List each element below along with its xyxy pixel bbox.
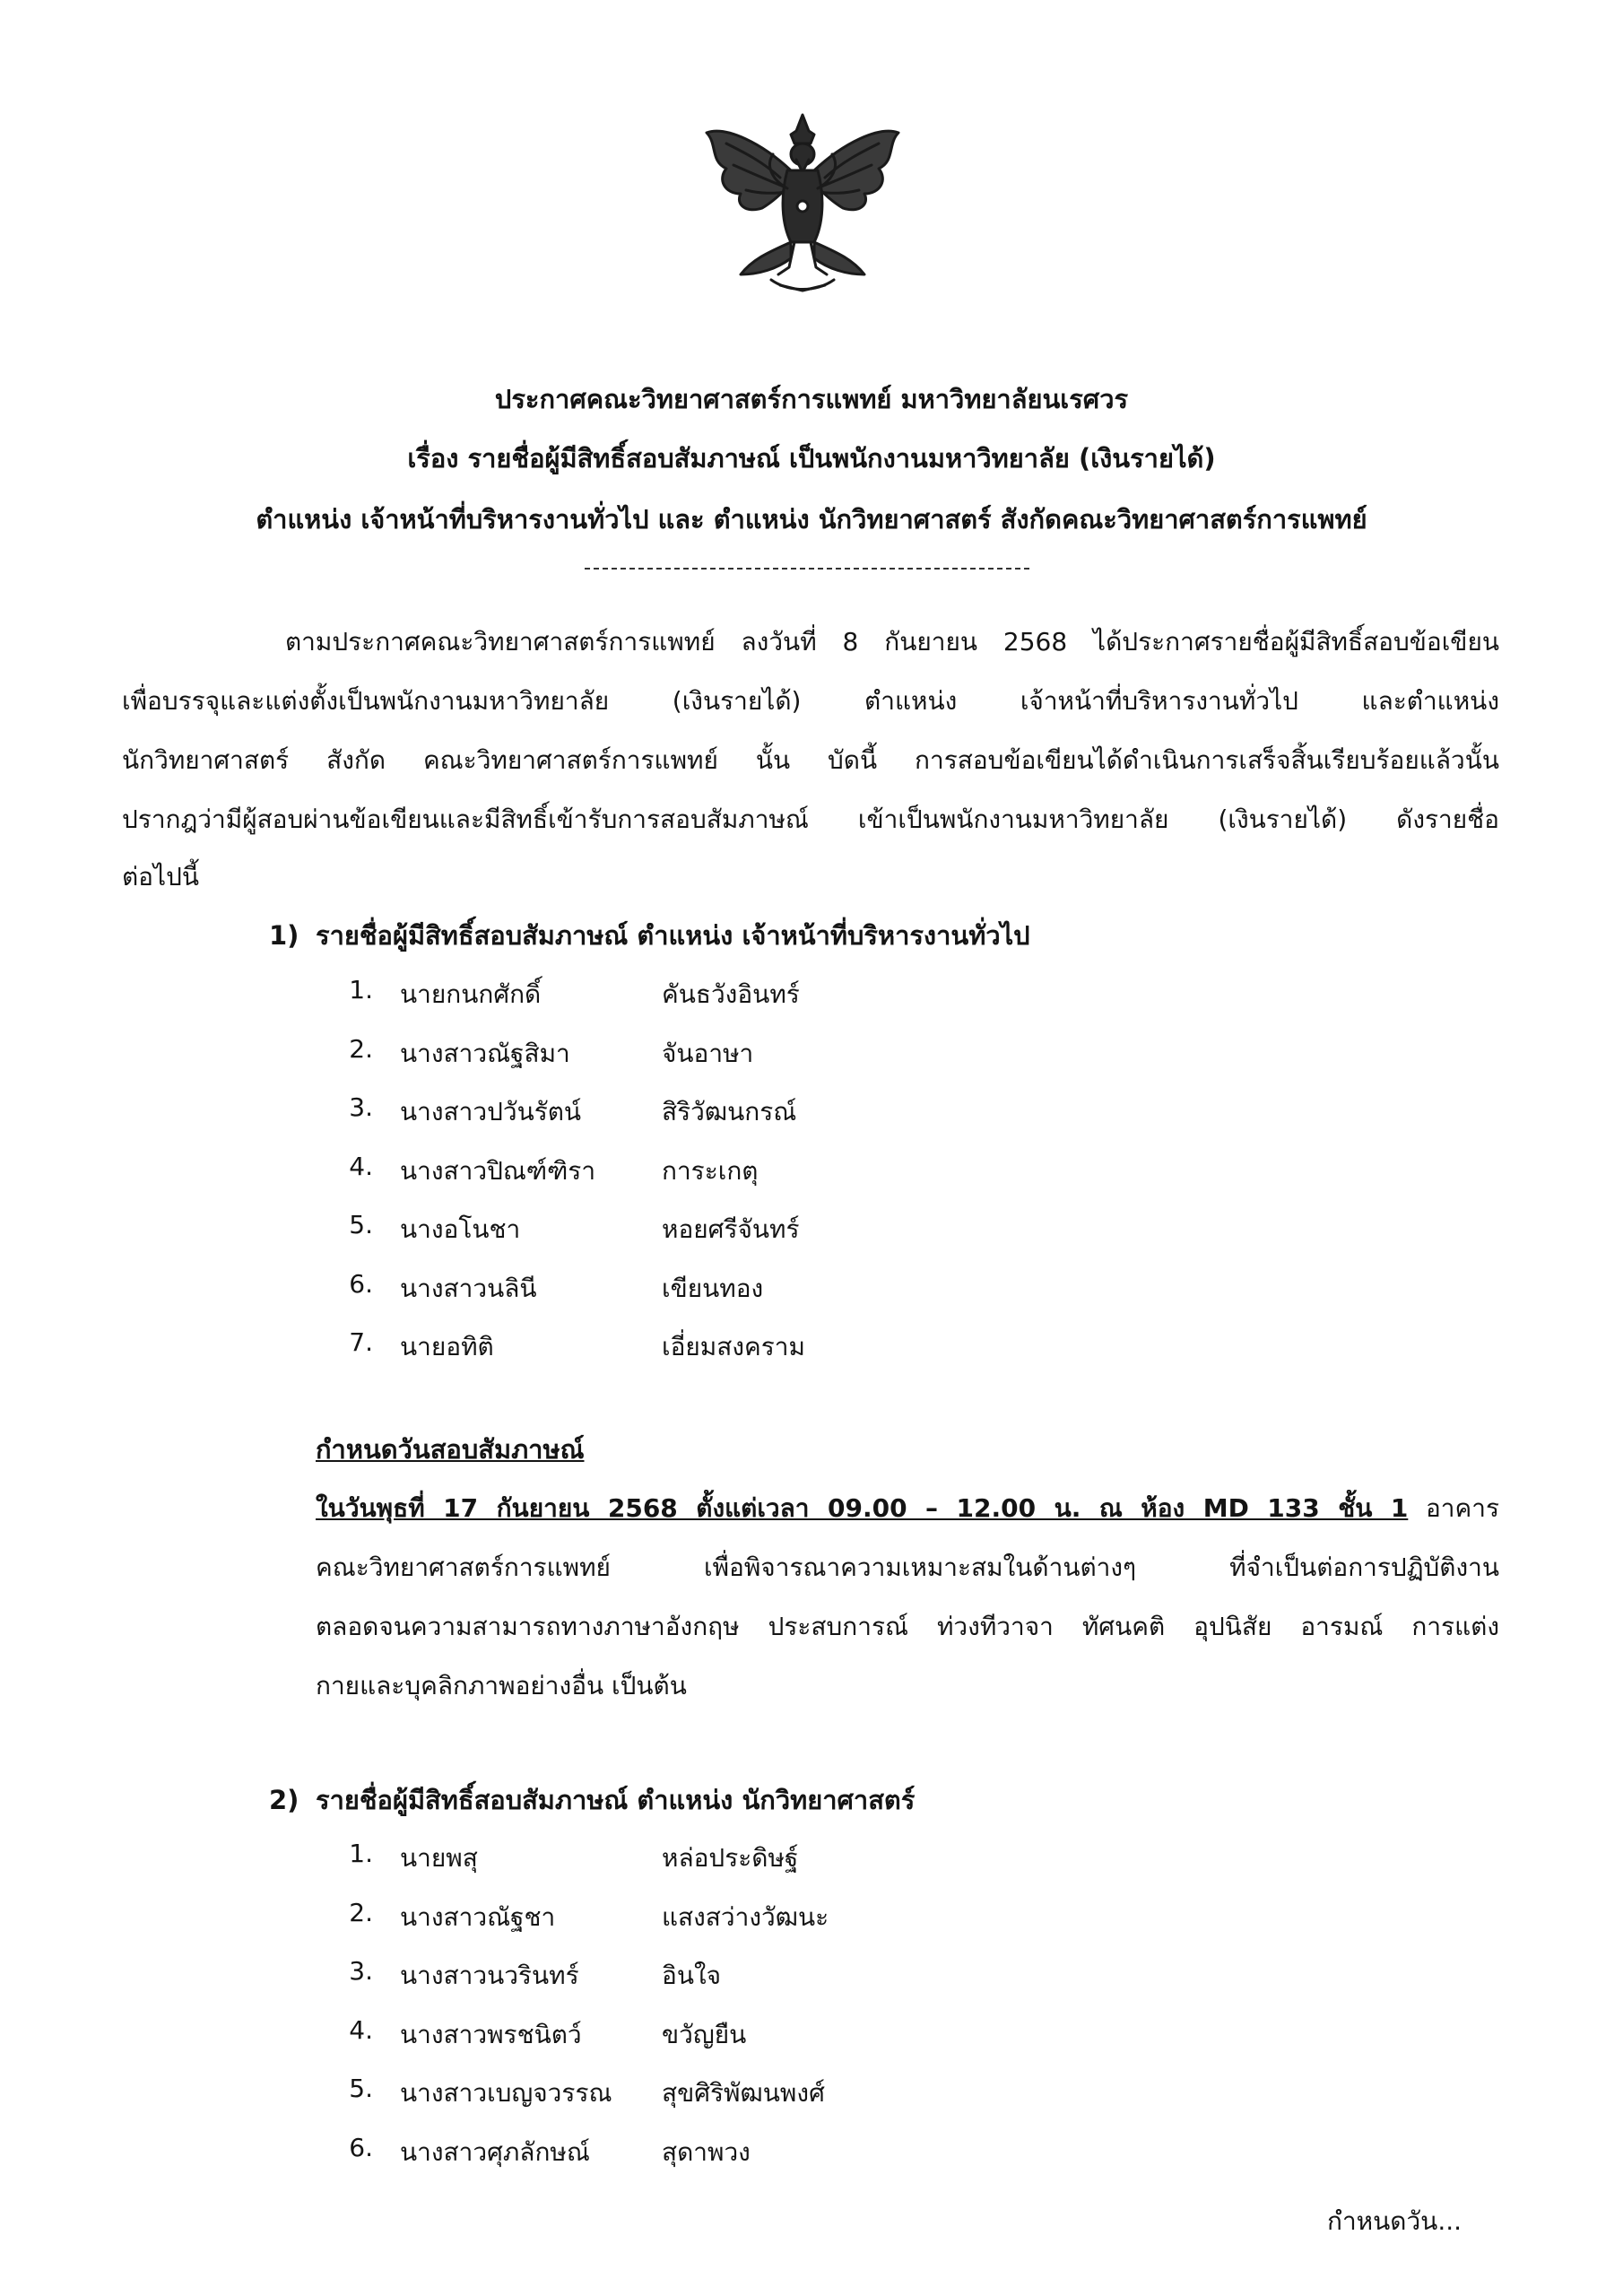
candidate-surname: สุดาพวง xyxy=(662,2136,751,2167)
garuda-emblem-icon xyxy=(690,108,915,296)
schedule-date-time: ในวันพุธที่ 17 กันยายน 2568 ตั้งแต่เวลา 09.00 – 12.00 น. ณ ห้อง MD 133 ชั้น 1 xyxy=(316,1493,1409,1523)
candidate-name: นางสาวณัฐสิมา xyxy=(400,1038,570,1068)
candidate-surname: หล่อประดิษฐ์ xyxy=(662,1843,799,1873)
candidate-surname: การะเกตุ xyxy=(662,1155,759,1186)
candidate-name: นางสาวศุภลักษณ์ xyxy=(400,2136,590,2167)
candidate-name: นายอทิติ xyxy=(400,1332,494,1361)
candidate-name: นางสาวปวันรัตน์ xyxy=(400,1097,582,1126)
candidate-name: นางสาวนลินี xyxy=(400,1273,537,1303)
candidate-number: 6. xyxy=(349,1268,373,1299)
candidate-surname: แสงสว่างวัฒนะ xyxy=(662,1901,829,1932)
title-divider xyxy=(585,568,1029,570)
candidate-name: นางสาวพรชนิตว์ xyxy=(400,2019,582,2049)
candidate-surname: จันอาษา xyxy=(662,1038,754,1068)
candidate-number: 7. xyxy=(349,1327,373,1357)
candidate-number: 2. xyxy=(349,1897,373,1927)
schedule-line xyxy=(316,1489,1499,1528)
intro-paragraph-line: นักวิทยาศาสตร์ สังกัด คณะวิทยาศาสตร์การแพทย์ นั้น บัดนี้ การสอบข้อเขียนได้ดำเนินการเสร็จสิ้นเรียบร้อยแล้วนั้น xyxy=(122,745,1499,775)
schedule-line: ตลอดจนความสามารถทางภาษาอังกฤษ ประสบการณ์ ท่วงทีวาจา ทัศนคติ อุปนิสัย อารมณ์ การแต่ง xyxy=(316,1612,1499,1641)
intro-paragraph-line: เพื่อบรรจุและแต่งตั้งเป็นพนักงานมหาวิทยาลัย (เงินรายได้) ตำแหน่ง เจ้าหน้าที่บริหารงานทั่วไป และตำแหน่ง xyxy=(122,686,1499,716)
section-title: รายชื่อผู้มีสิทธิ์สอบสัมภาษณ์ ตำแหน่ง เจ้าหน้าที่บริหารงานทั่วไป xyxy=(316,920,1030,951)
candidate-name: นายกนกศักดิ์ xyxy=(400,979,542,1009)
candidate-surname: คันธวังอินทร์ xyxy=(662,979,800,1009)
announcement-subject: เรื่อง รายชื่อผู้มีสิทธิ์สอบสัมภาษณ์ เป็นพนักงานมหาวิทยาลัย (เงินรายได้) xyxy=(407,443,1216,474)
announcement-title: ประกาศคณะวิทยาศาสตร์การแพทย์ มหาวิทยาลัยนเรศวร xyxy=(494,384,1129,414)
schedule-text: อาคาร xyxy=(1408,1493,1499,1523)
candidate-name: นางสาวเบญจวรรณ xyxy=(400,2078,612,2108)
section-number: 1) xyxy=(269,920,299,951)
candidate-name: นางสาวณัฐชา xyxy=(400,1901,556,1932)
section-title: รายชื่อผู้มีสิทธิ์สอบสัมภาษณ์ ตำแหน่ง นักวิทยาศาสตร์ xyxy=(316,1785,916,1815)
candidate-name: นายพสุ xyxy=(400,1843,478,1873)
candidate-surname: หอยศรีจันทร์ xyxy=(662,1214,800,1244)
candidate-name: นางสาวนวรินทร์ xyxy=(400,1961,579,1990)
schedule-heading: กำหนดวันสอบสัมภาษณ์ xyxy=(316,1434,585,1465)
schedule-line: กายและบุคลิกภาพอย่างอื่น เป็นต้น xyxy=(316,1671,687,1700)
candidate-number: 3. xyxy=(349,1092,373,1122)
candidate-surname: อินใจ xyxy=(662,1961,722,1990)
announcement-positions: ตำแหน่ง เจ้าหน้าที่บริหารงานทั่วไป และ ตำแหน่ง นักวิทยาศาสตร์ สังกัดคณะวิทยาศาสตร์การแพทย์ xyxy=(256,504,1367,535)
candidate-surname: เขียนทอง xyxy=(662,1273,764,1303)
schedule-line: คณะวิทยาศาสตร์การแพทย์ เพื่อพิจารณาความเหมาะสมในด้านต่างๆ ที่จำเป็นต่อการปฏิบัติงาน xyxy=(316,1552,1499,1582)
candidate-surname: ขวัญยืน xyxy=(662,2019,747,2049)
section-1-heading xyxy=(269,915,1030,956)
candidate-name: นางอโนชา xyxy=(400,1214,521,1244)
candidate-number: 4. xyxy=(349,1151,373,1181)
section-2-heading xyxy=(269,1779,915,1821)
candidate-number: 5. xyxy=(349,2074,373,2103)
candidate-surname: สุขศิริพัฒนพงศ์ xyxy=(662,2078,825,2108)
intro-paragraph-line: ต่อไปนี้ xyxy=(122,862,199,891)
candidate-number: 1. xyxy=(349,975,373,1004)
intro-paragraph-line: ปรากฎว่ามีผู้สอบผ่านข้อเขียนและมีสิทธิ์เข้ารับการสอบสัมภาษณ์ เข้าเป็นพนักงานมหาวิทยาลัย (เงินรายได้) ดังรายชื่อ xyxy=(122,804,1499,834)
candidate-number: 3. xyxy=(349,1956,373,1986)
candidate-surname: สิริวัฒนกรณ์ xyxy=(662,1097,797,1126)
candidate-surname: เอี่ยมสงคราม xyxy=(662,1332,805,1361)
section-number: 2) xyxy=(269,1785,299,1815)
candidate-number: 5. xyxy=(349,1210,373,1239)
candidate-number: 6. xyxy=(349,2132,373,2162)
candidate-number: 4. xyxy=(349,2014,373,2045)
candidate-number: 1. xyxy=(349,1839,373,1868)
intro-paragraph-line: ตามประกาศคณะวิทยาศาสตร์การแพทย์ ลงวันที่ 8 กันยายน 2568 ได้ประกาศรายชื่อผู้มีสิทธิ์สอบข้อเขียน xyxy=(285,627,1499,657)
candidate-name: นางสาวปิณฑ์ฑิรา xyxy=(400,1155,596,1186)
continued-marker: กำหนดวัน... xyxy=(1327,2206,1462,2236)
candidate-number: 2. xyxy=(349,1033,373,1064)
